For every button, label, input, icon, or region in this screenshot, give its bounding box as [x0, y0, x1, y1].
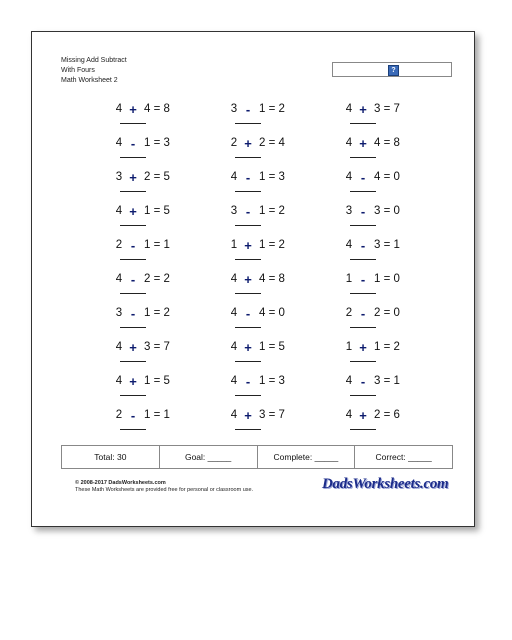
minus-icon: - [245, 204, 251, 219]
second-operand-and-result: 3 = 1 [374, 375, 400, 387]
plus-icon: + [129, 204, 137, 219]
minus-icon: - [360, 306, 366, 321]
name-box [332, 62, 452, 77]
second-operand-and-result: 1 = 1 [144, 409, 170, 421]
plus-icon: + [244, 408, 252, 423]
minus-icon: - [130, 306, 136, 321]
first-operand: 4 [345, 375, 353, 387]
score-bar [61, 445, 453, 469]
total-label: Total: 30 [62, 446, 160, 468]
answer-line [350, 123, 376, 124]
second-operand-and-result: 1 = 5 [144, 375, 170, 387]
answer-line [235, 123, 261, 124]
second-operand-and-result: 4 = 0 [374, 171, 400, 183]
problem [114, 137, 184, 161]
second-operand-and-result: 4 = 8 [144, 103, 170, 115]
problem [229, 137, 299, 161]
second-operand-and-result: 2 = 4 [259, 137, 285, 149]
answer-line [235, 361, 261, 362]
answer-line [120, 123, 146, 124]
first-operand: 4 [345, 239, 353, 251]
problem [114, 375, 184, 399]
answer-line [235, 395, 261, 396]
answer-line [235, 157, 261, 158]
first-operand: 4 [115, 375, 123, 387]
first-operand: 4 [115, 103, 123, 115]
first-operand: 4 [230, 375, 238, 387]
problem [114, 103, 184, 127]
plus-icon: + [244, 340, 252, 355]
dadsworksheets-logo: DadsWorksheets.com [322, 476, 449, 492]
first-operand: 1 [345, 273, 353, 285]
problem [229, 171, 299, 195]
correct-label: Correct: _____ [375, 452, 432, 462]
plus-icon: + [359, 340, 367, 355]
first-operand: 2 [345, 307, 353, 319]
problem [344, 409, 414, 433]
problem [344, 307, 414, 331]
plus-icon: + [129, 170, 137, 185]
second-operand-and-result: 3 = 7 [374, 103, 400, 115]
plus-icon: + [359, 102, 367, 117]
answer-line [350, 293, 376, 294]
answer-line [350, 395, 376, 396]
minus-icon: - [360, 238, 366, 253]
plus-icon: + [244, 238, 252, 253]
minus-icon: - [245, 306, 251, 321]
plus-icon: + [359, 136, 367, 151]
problem [229, 341, 299, 365]
second-operand-and-result: 3 = 1 [374, 239, 400, 251]
first-operand: 3 [230, 103, 238, 115]
answer-line [350, 361, 376, 362]
problem [229, 273, 299, 297]
second-operand-and-result: 4 = 0 [259, 307, 285, 319]
problem [229, 307, 299, 331]
second-operand-and-result: 1 = 3 [259, 375, 285, 387]
first-operand: 4 [115, 273, 123, 285]
problem [344, 205, 414, 229]
problem [229, 239, 299, 263]
minus-icon: - [245, 102, 251, 117]
first-operand: 4 [345, 103, 353, 115]
answer-line [350, 225, 376, 226]
problem [344, 137, 414, 161]
first-operand: 3 [345, 205, 353, 217]
problem [114, 171, 184, 195]
answer-line [120, 157, 146, 158]
answer-line [120, 429, 146, 430]
worksheet-title [61, 56, 127, 86]
footer [75, 480, 253, 494]
second-operand-and-result: 1 = 2 [259, 205, 285, 217]
problem [344, 341, 414, 365]
first-operand: 2 [115, 409, 123, 421]
first-operand: 4 [345, 409, 353, 421]
minus-icon: - [130, 272, 136, 287]
problem [344, 171, 414, 195]
second-operand-and-result: 1 = 5 [144, 205, 170, 217]
problem [344, 103, 414, 127]
first-operand: 1 [345, 341, 353, 353]
problem [229, 375, 299, 399]
second-operand-and-result: 3 = 7 [144, 341, 170, 353]
minus-icon: - [245, 170, 251, 185]
problem [344, 375, 414, 399]
first-operand: 1 [230, 239, 238, 251]
problem [229, 103, 299, 127]
problem [229, 409, 299, 433]
first-operand: 3 [115, 171, 123, 183]
answer-line [120, 225, 146, 226]
first-operand: 4 [345, 137, 353, 149]
answer-line [120, 293, 146, 294]
problem [344, 273, 414, 297]
second-operand-and-result: 2 = 6 [374, 409, 400, 421]
first-operand: 3 [230, 205, 238, 217]
first-operand: 4 [230, 171, 238, 183]
first-operand: 4 [115, 137, 123, 149]
second-operand-and-result: 1 = 2 [259, 103, 285, 115]
problem [114, 341, 184, 365]
answer-line [235, 429, 261, 430]
first-operand: 4 [115, 205, 123, 217]
problem [114, 409, 184, 433]
second-operand-and-result: 1 = 3 [144, 137, 170, 149]
second-operand-and-result: 1 = 1 [144, 239, 170, 251]
problem [344, 239, 414, 263]
first-operand: 2 [115, 239, 123, 251]
title-line-2: With Fours [61, 67, 95, 74]
minus-icon: - [130, 408, 136, 423]
first-operand: 4 [345, 171, 353, 183]
answer-line [120, 191, 146, 192]
minus-icon: - [130, 238, 136, 253]
second-operand-and-result: 4 = 8 [259, 273, 285, 285]
first-operand: 3 [115, 307, 123, 319]
title-line-3: Math Worksheet 2 [61, 77, 118, 84]
question-icon: ? [388, 65, 399, 76]
minus-icon: - [130, 136, 136, 151]
minus-icon: - [360, 374, 366, 389]
answer-line [350, 327, 376, 328]
answer-line [350, 157, 376, 158]
problem [114, 273, 184, 297]
minus-icon: - [360, 272, 366, 287]
problem [114, 205, 184, 229]
plus-icon: + [359, 408, 367, 423]
answer-line [235, 259, 261, 260]
answer-line [120, 395, 146, 396]
first-operand: 4 [230, 409, 238, 421]
minus-icon: - [245, 374, 251, 389]
answer-line [120, 327, 146, 328]
complete-label: Complete: _____ [258, 446, 356, 468]
second-operand-and-result: 1 = 3 [259, 171, 285, 183]
first-operand: 4 [230, 307, 238, 319]
second-operand-and-result: 1 = 5 [259, 341, 285, 353]
plus-icon: + [244, 136, 252, 151]
copyright-text: © 2008-2017 DadsWorksheets.com [75, 480, 166, 486]
usage-note: These Math Worksheets are provided free for personal or classroom use. [75, 487, 254, 493]
answer-line [120, 361, 146, 362]
second-operand-and-result: 2 = 2 [144, 273, 170, 285]
first-operand: 4 [115, 341, 123, 353]
goal-label: Goal: _____ [160, 446, 258, 468]
plus-icon: + [129, 340, 137, 355]
minus-icon: - [360, 204, 366, 219]
problem [114, 307, 184, 331]
second-operand-and-result: 1 = 2 [144, 307, 170, 319]
first-operand: 4 [230, 341, 238, 353]
answer-line [235, 327, 261, 328]
second-operand-and-result: 1 = 0 [374, 273, 400, 285]
second-operand-and-result: 4 = 8 [374, 137, 400, 149]
plus-icon: + [129, 102, 137, 117]
second-operand-and-result: 3 = 0 [374, 205, 400, 217]
answer-line [350, 259, 376, 260]
second-operand-and-result: 3 = 7 [259, 409, 285, 421]
answer-line [120, 259, 146, 260]
second-operand-and-result: 2 = 0 [374, 307, 400, 319]
answer-line [235, 191, 261, 192]
first-operand: 4 [230, 273, 238, 285]
second-operand-and-result: 1 = 2 [374, 341, 400, 353]
plus-icon: + [129, 374, 137, 389]
first-operand: 2 [230, 137, 238, 149]
worksheet-page [31, 31, 475, 527]
answer-line [350, 191, 376, 192]
answer-line [235, 293, 261, 294]
second-operand-and-result: 1 = 2 [259, 239, 285, 251]
second-operand-and-result: 2 = 5 [144, 171, 170, 183]
answer-line [350, 429, 376, 430]
minus-icon: - [360, 170, 366, 185]
title-line-1: Missing Add Subtract [61, 57, 127, 64]
answer-line [235, 225, 261, 226]
problem [229, 205, 299, 229]
problem [114, 239, 184, 263]
plus-icon: + [244, 272, 252, 287]
